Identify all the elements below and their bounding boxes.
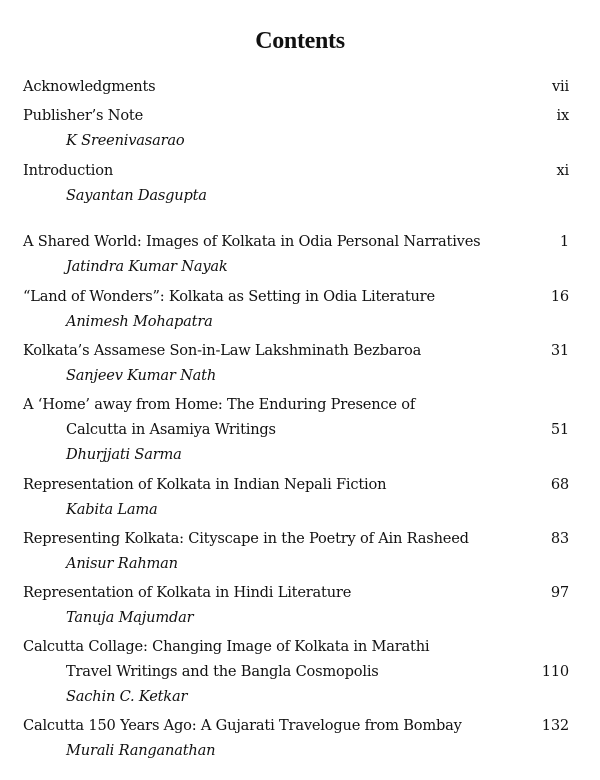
toc-entry — [23, 74, 569, 99]
toc-entry — [23, 158, 569, 208]
entry-title-line — [23, 74, 569, 99]
toc-entry — [23, 284, 569, 334]
toc-entry — [23, 229, 569, 279]
entry-author: Murali Ranganathan — [66, 742, 216, 759]
toc-entry — [23, 634, 569, 709]
page-title: Contents — [255, 28, 345, 54]
entry-title-line — [23, 284, 569, 309]
entry-page-number: 110 — [541, 663, 569, 680]
toc-entry — [23, 526, 569, 576]
entry-page-number: vii — [552, 78, 569, 95]
entry-author: Dhurjjati Sarma — [66, 446, 182, 463]
entry-author: Jatindra Kumar Nayak — [66, 258, 228, 275]
entry-page-number: 132 — [541, 717, 569, 734]
toc-entry — [23, 103, 569, 153]
entry-title: Acknowledgments — [23, 78, 156, 95]
entry-title-continued: Calcutta in Asamiya Writings — [66, 421, 276, 438]
entry-title: Representing Kolkata: Cityscape in the Poetry of Ain Rasheed — [23, 530, 469, 547]
entry-title: Representation of Kolkata in Hindi Literature — [23, 584, 352, 601]
entry-page-number: 97 — [550, 584, 569, 601]
entry-title-line — [23, 634, 569, 659]
entry-page-number: 68 — [550, 476, 569, 493]
entry-author: Sanjeev Kumar Nath — [66, 367, 217, 384]
entry-title-line — [23, 580, 569, 605]
entry-title-continued: Travel Writings and the Bangla Cosmopolis — [66, 663, 379, 680]
entry-author: Tanuja Majumdar — [66, 609, 194, 626]
toc-entry — [23, 713, 569, 763]
toc-entry — [23, 472, 569, 522]
entry-author: Anisur Rahman — [66, 555, 178, 572]
entry-title: Representation of Kolkata in Indian Nepali Fiction — [23, 476, 387, 493]
entry-title: A ‘Home’ away from Home: The Enduring Presence of — [23, 396, 416, 413]
entry-title: “Land of Wonders”: Kolkata as Setting in Odia Literature — [23, 288, 435, 305]
entry-title: A Shared World: Images of Kolkata in Odia Personal Narratives — [23, 233, 481, 250]
entry-title: Introduction — [23, 162, 114, 179]
entry-title: Calcutta Collage: Changing Image of Kolkata in Marathi — [23, 638, 430, 655]
entry-page-number: 16 — [550, 288, 569, 305]
entry-page-number: ix — [556, 107, 569, 124]
entry-title: Kolkata’s Assamese Son-in-Law Lakshminath Bezbaroa — [23, 342, 422, 359]
entry-title-line — [23, 659, 569, 684]
entry-title-line — [23, 338, 569, 363]
entry-page-number: 83 — [550, 530, 569, 547]
entry-title-line — [23, 417, 569, 442]
toc-entry — [23, 338, 569, 388]
entry-title-line — [23, 229, 569, 254]
entry-page-number: 51 — [550, 421, 569, 438]
entry-title-line — [23, 713, 569, 738]
entry-title-line — [23, 526, 569, 551]
entry-author: Kabita Lama — [66, 501, 158, 518]
entry-title-line — [23, 158, 569, 183]
entry-author: Animesh Mohapatra — [66, 313, 213, 330]
entry-author: K Sreenivasarao — [66, 132, 185, 149]
entry-title-line — [23, 103, 569, 128]
entry-author: Sayantan Dasgupta — [66, 187, 207, 204]
entry-title: Calcutta 150 Years Ago: A Gujarati Travelogue from Bombay — [23, 717, 462, 734]
toc-entry — [23, 392, 569, 467]
entry-page-number: 1 — [559, 233, 569, 250]
entry-title-line — [23, 472, 569, 497]
entry-page-number: 31 — [550, 342, 569, 359]
entry-page-number: xi — [556, 162, 569, 179]
entry-title: Publisher’s Note — [23, 107, 144, 124]
toc-entry — [23, 580, 569, 630]
entry-title-line — [23, 392, 569, 417]
entry-author: Sachin C. Ketkar — [66, 688, 188, 705]
